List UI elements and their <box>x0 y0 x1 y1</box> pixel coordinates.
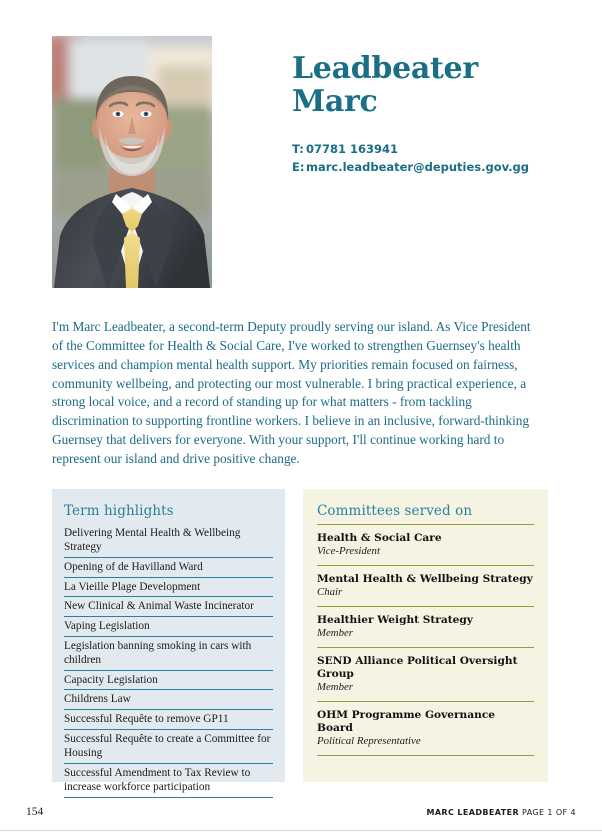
term-highlight-item: Childrens Law <box>64 690 273 710</box>
contact-details <box>292 140 602 176</box>
term-highlight-item: Capacity Legislation <box>64 671 273 691</box>
biography-text: I'm Marc Leadbeater, a second-term Deputy proudly serving our island. As Vice President of the Committee for Health & Social Care, I've worked to strengthen Guernsey's health services and champion mental health support. My priorities remain focused on fairness, community wellbeing, and protecting our most vulnerable. I bring practical experience, a strong local voice, and a record of standing up for what matters - from tackling discrimination to supporting frontline workers. I believe in an inclusive, forward-thinking Guernsey that delivers for everyone. With your support, I'll continue working hard to represent our island and drive positive change. <box>52 319 531 466</box>
phone-label: T: <box>292 142 304 156</box>
footer-page-indicator: PAGE 1 OF 4 <box>521 808 576 817</box>
footer-divider <box>0 830 602 831</box>
term-highlight-item: La Vieille Plage Development <box>64 578 273 598</box>
email-label: E: <box>292 160 305 174</box>
committee-role: Vice-President <box>317 545 380 557</box>
deputy-surname: Leadbeater <box>292 51 478 86</box>
committee-role: Member <box>317 627 353 639</box>
footer-running-head <box>426 808 576 817</box>
portrait-illustration <box>52 36 212 288</box>
committee-name: Healthier Weight Strategy <box>317 614 473 626</box>
email-value[interactable]: marc.leadbeater@deputies.gov.gg <box>306 160 530 174</box>
term-highlights-panel <box>52 489 285 793</box>
term-highlight-item: Successful Requête to remove GP11 <box>64 710 273 730</box>
info-panels <box>52 489 548 793</box>
committee-name: SEND Alliance Political Oversight Group <box>317 655 518 680</box>
committees-list <box>317 524 534 756</box>
committee-name: Health & Social Care <box>317 532 442 544</box>
term-highlight-item: New Clinical & Animal Waste Incinerator <box>64 597 273 617</box>
committees-panel <box>303 489 548 782</box>
committee-item <box>317 566 534 607</box>
committee-role: Member <box>317 681 353 693</box>
email-row <box>292 158 602 176</box>
term-highlights-title: Term highlights <box>64 503 174 519</box>
committee-name: Mental Health & Wellbeing Strategy <box>317 573 533 585</box>
deputy-forename: Marc <box>292 84 378 119</box>
term-highlights-list <box>64 524 273 798</box>
page-folio-number: 154 <box>26 806 44 818</box>
term-highlight-item: Successful Amendment to Tax Review to increase workforce participation <box>64 764 273 798</box>
term-highlight-item: Successful Requête to create a Committee for Housing <box>64 730 273 764</box>
committees-title: Committees served on <box>317 503 473 519</box>
committee-role: Chair <box>317 586 343 598</box>
committee-item <box>317 525 534 566</box>
phone-value[interactable]: 07781 163941 <box>306 142 399 156</box>
footer-deputy-name: MARC LEADBEATER <box>426 808 520 817</box>
term-highlight-item: Vaping Legislation <box>64 617 273 637</box>
deputy-name <box>292 52 592 118</box>
committee-name: OHM Programme Governance Board <box>317 709 496 734</box>
portrait-photo <box>52 36 212 288</box>
phone-row <box>292 140 602 158</box>
committee-role: Political Representative <box>317 735 421 747</box>
term-highlight-item: Opening of de Havilland Ward <box>64 558 273 578</box>
committee-item <box>317 702 534 756</box>
committee-item <box>317 648 534 702</box>
profile-header <box>52 36 552 294</box>
term-highlight-item: Legislation banning smoking in cars with children <box>64 637 273 671</box>
page-footer <box>0 800 602 836</box>
term-highlight-item: Delivering Mental Health & Wellbeing Strategy <box>64 524 273 558</box>
committee-item <box>317 607 534 648</box>
